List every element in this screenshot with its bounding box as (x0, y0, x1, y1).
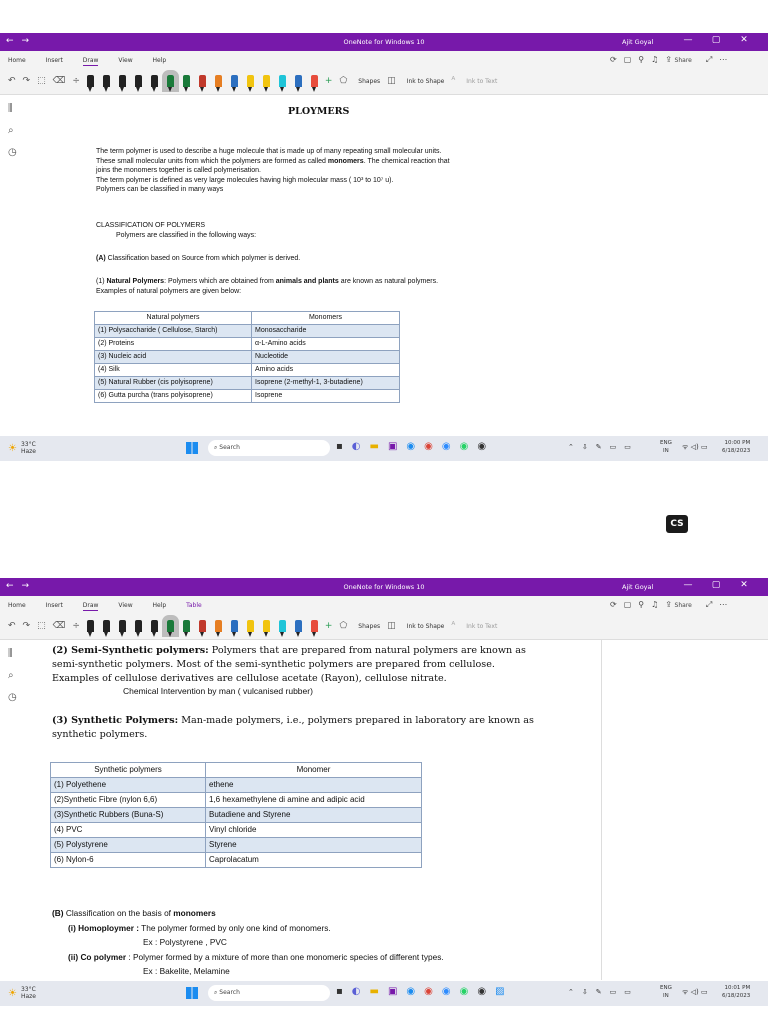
ink-to-text-icon[interactable]: ᴬ (451, 621, 456, 631)
lang-bottom: IN (663, 448, 669, 454)
share-button[interactable]: ⇪ Share (665, 600, 692, 609)
semi-text-1: Polymers that are prepared from natural polymers are known as (208, 645, 526, 656)
ink-to-text-label[interactable]: Ink to Text (466, 77, 498, 85)
table-cell: (2)Synthetic Fibre (nylon 6,6) (51, 793, 206, 808)
ink-to-text-label[interactable]: Ink to Text (466, 622, 498, 630)
language-indicator[interactable] (660, 984, 672, 1000)
pen-tool-13[interactable] (279, 620, 286, 632)
pen-tool-15[interactable] (311, 620, 318, 632)
user-name[interactable]: Ajit Goyal (622, 583, 654, 591)
table-row (95, 351, 400, 364)
title-bar (0, 578, 768, 596)
pen-tool-7[interactable] (183, 620, 190, 632)
search-icon[interactable]: ⌕ (8, 670, 14, 681)
table-cell: (2) Proteins (95, 338, 252, 351)
ink-to-shape-icon[interactable]: ◫ (387, 621, 396, 631)
tab-view[interactable]: View (118, 602, 133, 609)
sync-icon[interactable]: ⟳ (610, 55, 617, 64)
table-cell: (1) Polysaccharide ( Cellulose, Starch) (95, 325, 252, 338)
table-cell: (5) Polystyrene (51, 838, 206, 853)
table-cell: Nucleotide (252, 351, 400, 364)
eraser-icon[interactable]: ⌫ (52, 76, 66, 86)
table-row (51, 823, 422, 838)
system-tray (568, 988, 631, 996)
homo-text: The polymer formed by only one kind of monomers. (139, 922, 331, 933)
table-header-cell: Natural polymers (95, 312, 252, 325)
windows-start-icon[interactable] (186, 987, 198, 999)
taskbar-apps (336, 986, 505, 997)
table-row (51, 853, 422, 868)
sync-icon[interactable]: ⟳ (610, 600, 617, 609)
weather-widget[interactable] (8, 986, 36, 1000)
table-row (51, 808, 422, 823)
note-page-2[interactable] (26, 640, 768, 980)
intro-text-tail: . The chemical reaction that (363, 157, 450, 165)
battery-icon[interactable]: ▭ (624, 443, 631, 451)
table-row (95, 390, 400, 403)
date: 6/18/2023 (722, 993, 751, 999)
shapes-icon[interactable]: ⬠ (339, 76, 348, 86)
file-explorer-icon[interactable]: ▬ (369, 441, 379, 452)
lasso-select-icon[interactable]: ⬚ (37, 621, 46, 631)
table-cell: (3)Synthetic Rubbers (Buna-S) (51, 808, 206, 823)
lightbulb-icon[interactable]: ⚲ (638, 55, 645, 64)
semi-text-3: Examples of cellulose derivatives are cellulose acetate (Rayon), cellulose nitrate. (52, 673, 447, 684)
table-cell: (4) PVC (51, 823, 206, 838)
eraser-icon[interactable]: ⌫ (52, 621, 66, 631)
back-icon[interactable]: ← (6, 36, 22, 46)
lang-bottom: IN (663, 993, 669, 999)
undo-icon[interactable]: ↶ (8, 621, 16, 631)
pen-tool-9[interactable] (215, 620, 222, 632)
notebooks-icon[interactable]: ⫼ (8, 648, 13, 659)
semi-text-2: semi-synthetic polymers. Most of the semi-synthetic polymers are prepared from cellulose. (52, 659, 495, 670)
more-icon[interactable]: ⋯ (719, 600, 728, 609)
pen-tool-10[interactable] (231, 620, 238, 632)
onenote-app-icon[interactable]: ▣ (387, 441, 398, 452)
tab-table[interactable]: Table (186, 602, 202, 609)
table-row (51, 838, 422, 853)
table-cell: (3) Nucleic acid (95, 351, 252, 364)
weather-icon: ☀ (8, 987, 17, 999)
intro-line-4: The term polymer is defined as very large molecules having high molecular mass ( 10³ to 10⁷ u). (96, 176, 394, 184)
time: 10:01 PM (724, 985, 751, 991)
monomers-bold: monomers (327, 157, 364, 165)
recent-icon[interactable]: ◷ (8, 147, 17, 158)
tab-help[interactable]: Help (152, 602, 167, 609)
pen-tool-7[interactable] (183, 75, 190, 87)
table-cell: Butadiene and Styrene (206, 808, 422, 823)
tab-insert[interactable]: Insert (45, 57, 63, 64)
lasso-select-icon[interactable]: ⬚ (37, 76, 46, 86)
table-cell: Vinyl chloride (206, 823, 422, 838)
ribbon (0, 596, 768, 640)
title-bar (0, 33, 768, 51)
snipping-icon[interactable]: ▨ (495, 986, 505, 997)
co-text: : Polymer formed by a mixture of more than one monomeric species of different types. (126, 951, 444, 962)
tab-draw[interactable]: Draw (82, 57, 99, 64)
table-row (95, 338, 400, 351)
classification-heading: CLASSIFICATION OF POLYMERS (96, 222, 206, 229)
table-cell: ethene (206, 778, 422, 793)
co-bold: (ii) Co polymer (68, 951, 127, 962)
pen-tool-5[interactable] (151, 75, 158, 87)
recent-icon[interactable]: ◷ (8, 692, 17, 703)
system-tray (568, 443, 631, 451)
window-title: OneNote for Windows 10 (343, 38, 425, 46)
add-pen-icon[interactable]: + (324, 621, 333, 631)
maximize-button[interactable]: ▢ (711, 35, 721, 45)
ink-to-shape-label[interactable]: Ink to Shape (406, 622, 445, 630)
note-page-1[interactable] (26, 95, 768, 435)
draw-toolbar (8, 617, 497, 635)
taskbar-apps (336, 441, 486, 452)
table-row (95, 377, 400, 390)
onenote-window-1 (0, 33, 768, 473)
natural-examples: Examples of natural polymers are given below: (96, 287, 242, 295)
lightbulb-icon[interactable]: ⚲ (638, 600, 645, 609)
natural-bold: Natural Polymers (106, 278, 165, 285)
section-a-label: (A) (96, 255, 106, 262)
language-indicator[interactable] (660, 439, 672, 455)
pen-icon[interactable]: ✎ (595, 988, 602, 996)
undo-icon[interactable]: ↶ (8, 76, 16, 86)
chat-icon[interactable]: ◐ (351, 986, 361, 997)
semi-synthetic-paragraph (52, 644, 526, 686)
minimize-button[interactable]: — (683, 580, 693, 590)
edge-icon[interactable]: ◉ (406, 986, 416, 997)
synthetic-paragraph (52, 714, 534, 742)
close-button[interactable]: ✕ (740, 580, 748, 590)
section-a-text: Classification based on Source from which polymer is derived. (105, 255, 301, 262)
pen-tool-12[interactable] (263, 620, 270, 632)
redo-icon[interactable]: ↷ (22, 76, 31, 86)
taskbar (0, 436, 768, 461)
onenote-app-icon[interactable]: ▣ (387, 986, 398, 997)
section-b-text: Classification on the basis of (63, 908, 174, 918)
table-cell: (4) Silk (95, 364, 252, 377)
pen-icon[interactable]: ✎ (595, 443, 602, 451)
intro-paragraph (96, 147, 450, 195)
add-pen-icon[interactable]: + (324, 76, 333, 86)
back-icon[interactable]: ← (6, 581, 22, 591)
intro-text: These small molecular units from which the polymers are formed as called (96, 157, 326, 165)
download-icon[interactable]: ⇩ (581, 443, 588, 451)
zoom-icon[interactable]: ◉ (441, 986, 451, 997)
semi-note: Chemical Intervention by man ( vulcanised rubber) (123, 686, 313, 696)
tab-home[interactable]: Home (8, 57, 26, 64)
table-cell: Amino acids (252, 364, 400, 377)
section-b (52, 906, 444, 979)
table-cell: (1) Polyethene (51, 778, 206, 793)
homo-example: Ex : Polystyrene , PVC (143, 937, 227, 947)
weather-text: Haze (20, 448, 36, 455)
table-row (95, 325, 400, 338)
page-title: PLOYMERS (288, 106, 350, 117)
pen-tool-11[interactable] (247, 620, 254, 632)
whatsapp-icon[interactable]: ◉ (459, 441, 469, 452)
notebooks-icon[interactable]: ⫼ (8, 103, 13, 114)
weather-text: Haze (20, 993, 36, 1000)
draw-toolbar (8, 72, 497, 90)
section-b-bold: monomers (173, 908, 216, 918)
tab-help[interactable]: Help (152, 57, 167, 64)
intro-line-1: The term polymer is used to describe a huge molecule that is made up of many repeating small molecular units. (96, 148, 442, 155)
app-icon[interactable]: ◉ (477, 986, 487, 997)
chrome-icon[interactable]: ◉ (424, 986, 433, 997)
app-icon[interactable]: ◉ (477, 441, 487, 452)
maximize-button[interactable]: ▢ (711, 580, 721, 590)
pen-tool-8[interactable] (199, 620, 206, 632)
pen-tool-4[interactable] (135, 620, 142, 632)
weather-widget[interactable] (8, 441, 36, 455)
add-space-icon[interactable]: ÷ (72, 76, 80, 86)
pen-tool-4[interactable] (135, 75, 142, 87)
intro-line-3: joins the monomers together is called polymerisation. (96, 167, 261, 175)
pen-tool-5[interactable] (151, 620, 158, 632)
pen-tool-6[interactable] (167, 620, 174, 632)
taskbar-search[interactable]: ⌕ Search (208, 440, 330, 456)
section-b-label: (B) (52, 908, 64, 918)
ink-to-shape-icon[interactable]: ◫ (387, 76, 396, 86)
synthetic-polymers-table (50, 762, 422, 868)
pen-set (87, 75, 318, 87)
redo-icon[interactable]: ↷ (22, 621, 31, 631)
taskbar-search[interactable]: ⌕ Search (208, 985, 330, 1001)
task-view-icon[interactable]: ▪ (336, 986, 343, 997)
co-example: Ex : Bakelite, Melamine (143, 966, 230, 976)
pen-tool-1[interactable] (87, 75, 94, 87)
intro-line-2 (96, 157, 450, 167)
display-icon[interactable]: ▭ (609, 988, 617, 996)
natural-polymers-table (94, 311, 400, 403)
synthetic-heading: (3) Synthetic Polymers: (52, 715, 179, 726)
pen-tool-8[interactable] (199, 75, 206, 87)
intro-line-5: Polymers can be classified in many ways (96, 186, 224, 194)
temperature: 33°C (20, 986, 36, 993)
shapes-label[interactable]: Shapes (358, 77, 381, 85)
pen-tool-3[interactable] (119, 620, 126, 632)
close-button[interactable]: ✕ (740, 35, 748, 45)
lang-top: ENG (660, 985, 672, 991)
natural-polymers-paragraph (96, 277, 438, 296)
table-row (51, 778, 422, 793)
battery-icon[interactable]: ▭ (624, 988, 631, 996)
table-cell: (6) Gutta purcha (trans polyisoprene) (95, 390, 252, 403)
table-cell: (5) Natural Rubber (cis polyisoprene) (95, 377, 252, 390)
ink-to-text-icon[interactable]: ᴬ (451, 76, 456, 86)
window-title: OneNote for Windows 10 (343, 583, 425, 591)
share-button[interactable]: ⇪ Share (665, 55, 692, 64)
bell-icon[interactable]: ♫ (651, 55, 659, 64)
minimize-button[interactable]: — (683, 35, 693, 45)
display-icon[interactable]: ▭ (609, 443, 617, 451)
clock[interactable] (722, 984, 750, 1000)
pen-tool-12[interactable] (263, 75, 270, 87)
onenote-window-2 (0, 578, 768, 1009)
search-icon[interactable]: ⌕ (8, 125, 14, 136)
page-divider (601, 640, 602, 980)
homo-bold: (i) Homoploymer : (68, 922, 139, 933)
table-row (95, 364, 400, 377)
shapes-icon[interactable]: ⬠ (339, 621, 348, 631)
chat-icon[interactable]: ◐ (351, 441, 361, 452)
pen-tool-14[interactable] (295, 620, 302, 632)
network-sound-icons[interactable]: ᯤ ◁) ▭ (682, 988, 708, 996)
pen-tool-10[interactable] (231, 75, 238, 87)
share-label: Share (674, 57, 692, 64)
tab-insert[interactable]: Insert (45, 602, 63, 609)
table-header-cell: Monomer (206, 763, 422, 778)
edge-icon[interactable]: ◉ (406, 441, 416, 452)
tab-draw[interactable]: Draw (82, 602, 99, 609)
pen-tool-13[interactable] (279, 75, 286, 87)
table-header-cell: Monomers (252, 312, 400, 325)
semi-heading: (2) Semi-Synthetic polymers: (52, 645, 209, 656)
left-rail (0, 640, 26, 980)
more-icon[interactable]: ⋯ (719, 55, 728, 64)
bell-icon[interactable]: ♫ (651, 600, 659, 609)
classification-sub: Polymers are classified in the following ways: (116, 232, 257, 239)
windows-start-icon[interactable] (186, 442, 198, 454)
synthetic-text-2: synthetic polymers. (52, 729, 148, 740)
natural-text-1: : Polymers which are obtained from (164, 278, 276, 285)
shapes-label[interactable]: Shapes (358, 622, 381, 630)
network-sound-icons[interactable]: ᯤ ◁) ▭ (682, 443, 708, 451)
pen-tool-2[interactable] (103, 620, 110, 632)
file-explorer-icon[interactable]: ▬ (369, 986, 379, 997)
search-label: Search (219, 444, 240, 451)
taskbar (0, 981, 768, 1006)
pen-set (87, 620, 318, 632)
temperature: 33°C (20, 441, 36, 448)
table-cell: (6) Nylon-6 (51, 853, 206, 868)
clock[interactable] (722, 439, 750, 455)
table-cell: Caprolacatum (206, 853, 422, 868)
section-a (96, 254, 300, 264)
time: 10:00 PM (724, 440, 751, 446)
ink-to-shape-label[interactable]: Ink to Shape (406, 77, 445, 85)
search-label: Search (219, 989, 240, 996)
tab-view[interactable]: View (118, 57, 133, 64)
pen-tool-6[interactable] (167, 75, 174, 87)
table-cell: Styrene (206, 838, 422, 853)
chevron-up-icon[interactable]: ⌃ (568, 443, 574, 451)
synthetic-text-1: Man-made polymers, i.e., polymers prepared in laboratory are known as (178, 715, 534, 726)
weather-icon: ☀ (8, 442, 17, 454)
pen-tool-3[interactable] (119, 75, 126, 87)
download-icon[interactable]: ⇩ (581, 988, 588, 996)
add-space-icon[interactable]: ÷ (72, 621, 80, 631)
notebook-icon[interactable]: ▢ (623, 600, 632, 609)
lang-top: ENG (660, 440, 672, 446)
date: 6/18/2023 (722, 448, 751, 454)
left-rail (0, 95, 26, 435)
whatsapp-icon[interactable]: ◉ (459, 986, 469, 997)
task-view-icon[interactable]: ▪ (336, 441, 343, 452)
pen-tool-14[interactable] (295, 75, 302, 87)
table-cell: Isoprene (2-methyl-1, 3-butadiene) (252, 377, 400, 390)
table-header-cell: Synthetic polymers (51, 763, 206, 778)
tab-home[interactable]: Home (8, 602, 26, 609)
pen-tool-9[interactable] (215, 75, 222, 87)
table-cell: Isoprene (252, 390, 400, 403)
table-cell: α-L-Amino acids (252, 338, 400, 351)
share-label: Share (674, 602, 692, 609)
table-cell: Monosaccharide (252, 325, 400, 338)
zoom-icon[interactable]: ◉ (441, 441, 451, 452)
pen-tool-15[interactable] (311, 75, 318, 87)
natural-text-2: are known as natural polymers. (338, 278, 439, 285)
notebook-icon[interactable]: ▢ (623, 55, 632, 64)
forward-icon[interactable]: → (21, 581, 38, 591)
natural-num: (1) (96, 278, 107, 285)
pen-tool-11[interactable] (247, 75, 254, 87)
expand-icon[interactable]: ⤢ (705, 55, 713, 64)
expand-icon[interactable]: ⤢ (705, 600, 713, 609)
chrome-icon[interactable]: ◉ (424, 441, 433, 452)
natural-bold-2: animals and plants (275, 278, 339, 285)
pen-tool-2[interactable] (103, 75, 110, 87)
camscanner-badge: CS (666, 515, 688, 533)
table-cell: 1,6 hexamethylene di amine and adipic acid (206, 793, 422, 808)
forward-icon[interactable]: → (21, 36, 38, 46)
ribbon (0, 51, 768, 95)
table-row (51, 793, 422, 808)
user-name[interactable]: Ajit Goyal (622, 38, 654, 46)
pen-tool-1[interactable] (87, 620, 94, 632)
chevron-up-icon[interactable]: ⌃ (568, 988, 574, 996)
